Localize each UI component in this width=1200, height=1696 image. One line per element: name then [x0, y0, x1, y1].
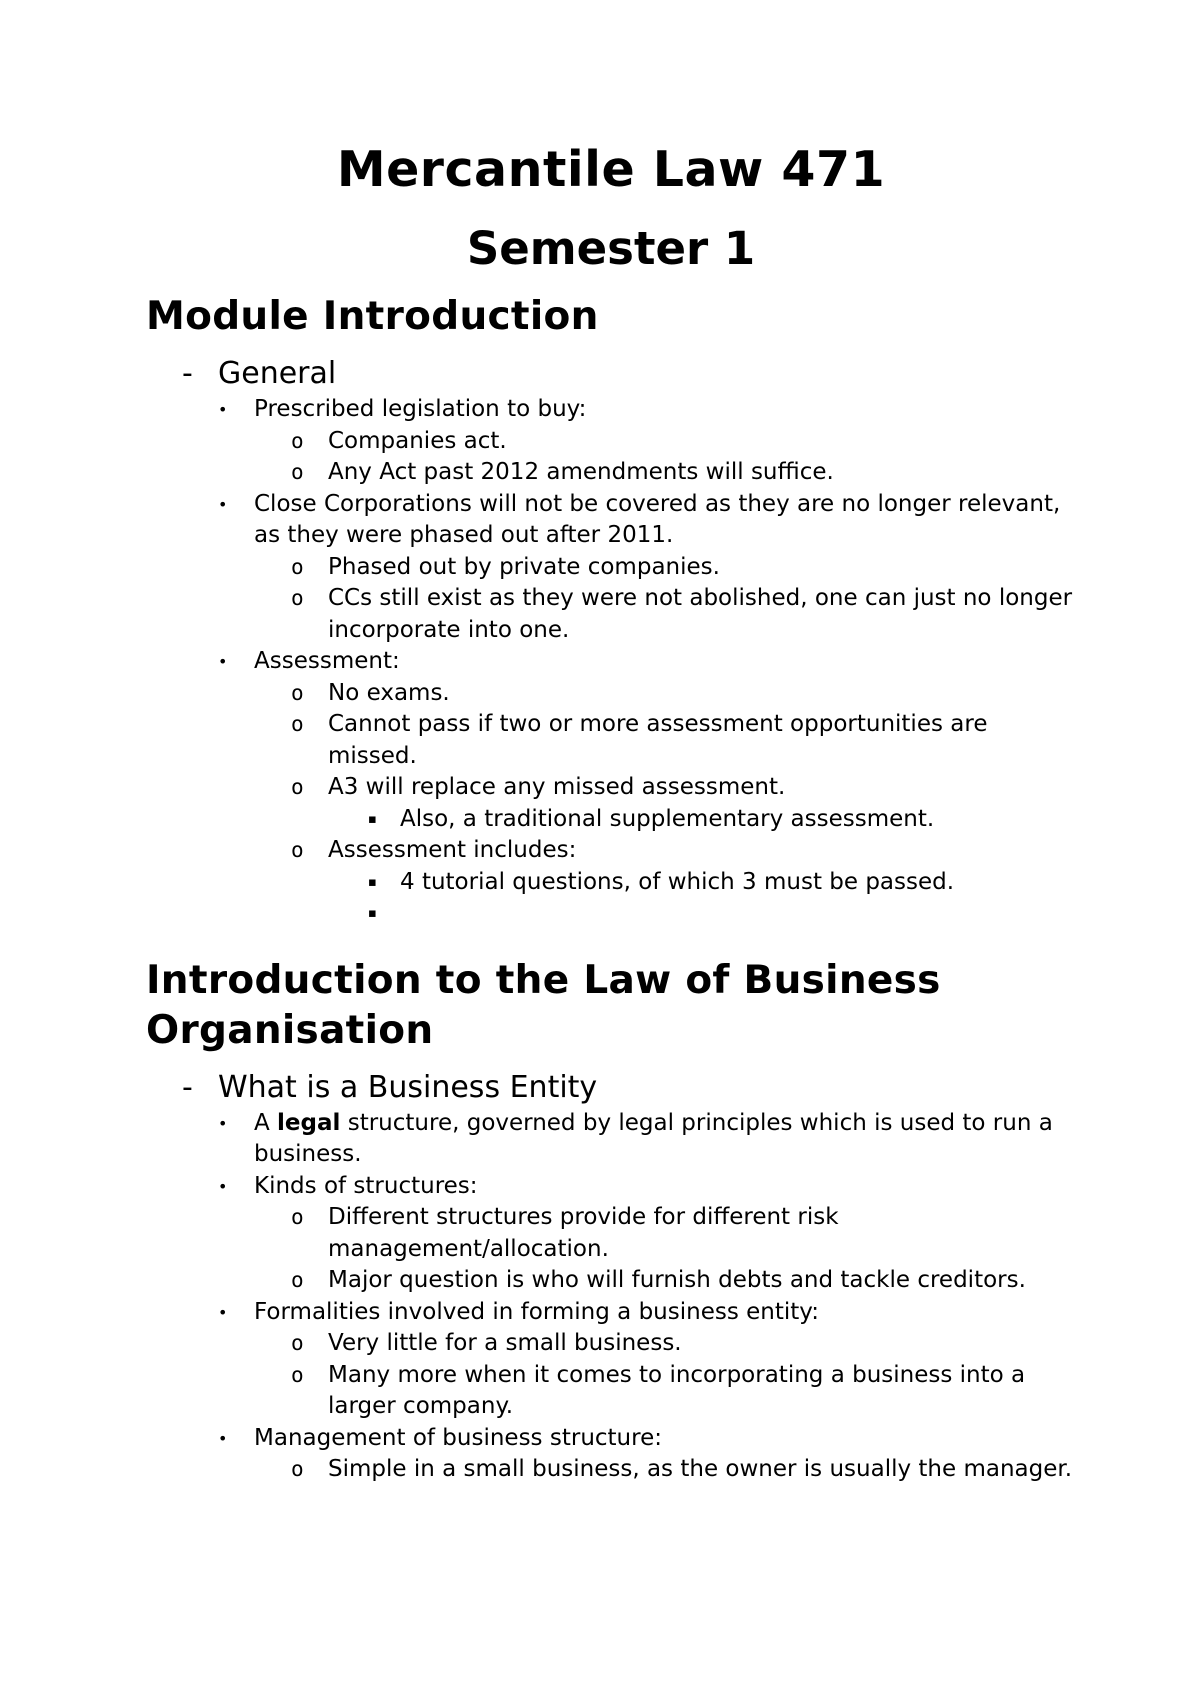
list-item-text: Many more when it comes to incorporating a business into a larger company. — [328, 1361, 1026, 1419]
bullet-marker: • — [218, 1113, 228, 1133]
list-item — [146, 457, 1076, 489]
circle-marker: o — [291, 1205, 304, 1229]
list-item — [146, 1202, 1076, 1265]
bullet-marker: • — [218, 652, 228, 671]
definition-rest: structure, governed by legal principles which is used to run a business. — [254, 1109, 1053, 1167]
circle-marker: o — [291, 586, 304, 610]
topic-label: What is a Business Entity — [218, 1069, 598, 1105]
list-item — [146, 709, 1076, 772]
list-item-text: Phased out by private companies. — [328, 553, 720, 580]
list-item — [146, 1108, 1076, 1171]
circle-marker: o — [291, 460, 304, 484]
bullet-marker: • — [218, 1176, 228, 1196]
circle-marker: o — [291, 1331, 304, 1355]
list-item — [146, 678, 1076, 710]
page-content — [146, 140, 1076, 1486]
list-item-text: Any Act past 2012 amendments will suffice. — [328, 459, 834, 485]
circle-marker: o — [291, 1457, 304, 1481]
section-heading-law-of-business-organisation: Introduction to the Law of Business Organisation — [146, 957, 941, 1053]
square-marker: ▪ — [368, 906, 377, 921]
circle-marker: o — [291, 838, 304, 862]
list-item-text: 4 tutorial questions, of which 3 must be passed. — [400, 868, 955, 895]
list-item — [146, 1360, 1076, 1423]
document-subtitle: Semester 1 — [466, 222, 756, 275]
list-topic-general — [146, 354, 1076, 394]
list-item — [146, 1171, 1076, 1203]
list-item — [146, 1297, 1076, 1329]
circle-marker: o — [291, 1268, 304, 1292]
list-item — [146, 1423, 1076, 1455]
dash-marker: - — [182, 356, 193, 391]
list-item-text: Kinds of structures: — [254, 1172, 478, 1199]
list-item — [146, 835, 1076, 867]
list-item — [146, 1328, 1076, 1360]
document-title: Mercantile Law 471 — [336, 141, 886, 198]
list-item-text: Cannot pass if two or more assessment opportunities are missed. — [328, 711, 988, 769]
list-item-text: Simple in a small business, as the owner is usually the manager. — [328, 1456, 1073, 1482]
definition-prefix: A — [254, 1109, 278, 1136]
dash-marker: - — [182, 1069, 193, 1105]
circle-marker: o — [291, 1362, 304, 1387]
list-item — [146, 772, 1076, 804]
list-item — [146, 867, 1076, 899]
circle-marker: o — [291, 428, 304, 453]
list-item-text: CCs still exist as they were not abolished, one can just no longer incorporate into one. — [328, 585, 1073, 643]
list-item — [146, 489, 1076, 552]
list-item — [146, 1265, 1076, 1297]
list-item-text: Assessment: — [254, 648, 400, 674]
square-marker: ▪ — [368, 811, 377, 827]
list-item-text: Management of business structure: — [254, 1424, 662, 1451]
definition-bold-word: legal — [277, 1109, 341, 1136]
list-item-text: Prescribed legislation to buy: — [254, 396, 587, 422]
list-item-text: Formalities involved in forming a business entity: — [254, 1298, 819, 1325]
list-item-text: Close Corporations will not be covered as they are no longer relevant, as they were phased out after 2011. — [254, 490, 1061, 548]
circle-marker: o — [291, 712, 304, 736]
list-item-text: Different structures provide for different risk management/allocation. — [328, 1204, 839, 1262]
bullet-marker: • — [218, 1428, 228, 1448]
list-item-text: A3 will replace any missed assessment. — [328, 774, 786, 800]
list-item — [146, 552, 1076, 584]
list-item — [146, 426, 1076, 458]
circle-marker: o — [291, 554, 304, 579]
section-heading-module-introduction: Module Introduction — [146, 294, 599, 339]
list-item — [146, 646, 1076, 678]
list-item — [146, 1454, 1076, 1486]
list-item-text: Major question is who will furnish debts and tackle creditors. — [328, 1267, 1026, 1293]
bullet-marker: • — [218, 1302, 228, 1322]
bullet-marker: • — [218, 494, 228, 514]
circle-marker: o — [291, 680, 304, 705]
topic-label: General — [218, 356, 337, 391]
list-topic-business-entity — [146, 1068, 1076, 1108]
list-item-text — [254, 1108, 1076, 1171]
list-item-empty — [146, 898, 1076, 930]
list-item-text: Very little for a small business. — [328, 1330, 682, 1356]
list-item-text: Companies act. — [328, 427, 507, 454]
list-item-text: Also, a traditional supplementary assessment. — [400, 805, 935, 832]
list-item — [146, 394, 1076, 426]
list-item-text: No exams. — [328, 679, 450, 706]
list-item-text: Assessment includes: — [328, 837, 577, 863]
square-marker: ▪ — [368, 874, 377, 890]
bullet-marker: • — [218, 400, 228, 419]
list-item — [146, 583, 1076, 646]
circle-marker: o — [291, 775, 304, 799]
list-item — [146, 804, 1076, 836]
